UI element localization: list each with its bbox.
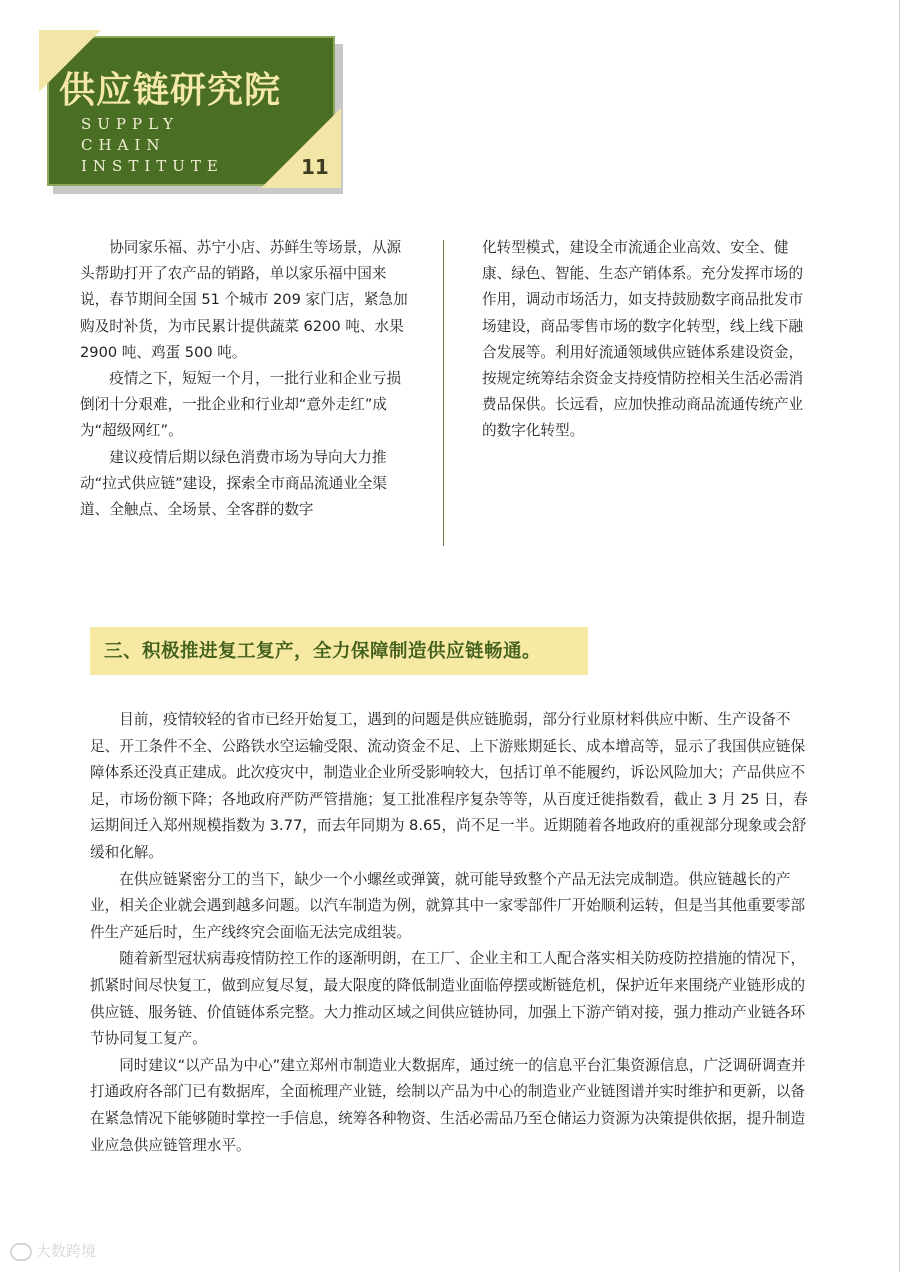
paragraph: 疫情之下，短短一个月，一批行业和企业亏损倒闭十分艰难，一批企业和行业却“意外走红”成为“超级网红”。 xyxy=(80,370,402,440)
logo-english-name xyxy=(81,114,224,177)
paragraph: 化转型模式，建设全市流通企业高效、安全、健康、绿色、智能、生态产销体系。充分发挥市场的作用，调动市场活力，如支持鼓励数字商品批发市场建设，商品零售市场的数字化转型，线上线下融合发展等。利用好流通领域供应链体系建设资金，按规定统筹结余资金支持疫情防控相关生活必需消费品保供。长远看，应加快推动商品流通传统产业的数字化转型。 xyxy=(482,239,804,440)
logo-en-line-3: INSTITUTE xyxy=(81,157,224,175)
paragraph: 建议疫情后期以绿色消费市场为导向大力推动“拉式供应链”建设，探索全市商品流通业全渠道、全触点、全场景、全客群的数字 xyxy=(80,448,387,519)
column-divider xyxy=(443,240,444,546)
watermark-text: 大数跨境 xyxy=(36,1242,97,1260)
watermark-logo-icon xyxy=(10,1243,32,1261)
paragraph: 目前，疫情较轻的省市已经开始复工，遇到的问题是供应链脆弱，部分行业原材料供应中断、生产设备不足、开工条件不全、公路铁水空运输受限、流动资金不足、上下游账期延长、成本增高等，显示了我国供应链保障体系还没真正建成。此次疫灾中，制造业企业所受影响较大，包括订单不能履约，诉讼风险加大；产品供应不足，市场份额下降；各地政府严防严管措施；复工批准程序复杂等等，从百度迁徙指数看，截止 3 月 25 日，春运期间迁入郑州规模指数为 3.77，而去年同期为 8.65，尚不足一半。近期随着各地政府的重视部分现象或会舒缓和化解。 xyxy=(90,711,808,861)
page-number: 11 xyxy=(301,155,329,179)
watermark xyxy=(10,1240,96,1261)
section-heading-box xyxy=(90,627,588,675)
section-heading: 三、积极推进复工复产，全力保障制造供应链畅通。 xyxy=(104,641,542,662)
paragraph: 协同家乐福、苏宁小店、苏鲜生等场景，从源头帮助打开了农产品的销路，单以家乐福中国来说，春节期间全国 51 个城市 209 家门店，紧急加购及时补货，为市民累计提供蔬菜 6200 吨、水果 2900 吨、鸡蛋 500 吨。 xyxy=(80,239,408,361)
logo-title: 供应链研究院 xyxy=(59,70,282,111)
left-column xyxy=(80,235,412,523)
paragraph: 同时建议“以产品为中心”建立郑州市制造业大数据库，通过统一的信息平台汇集资源信息，广泛调研调查并打通政府各部门已有数据库，全面梳理产业链，绘制以产品为中心的制造业产业链图谱并实时维护和更新，以备在紧急情况下能够随时掌控一手信息，统筹各种物资、生活必需品乃至仓储运力资源为决策提供依据，提升制造业应急供应链管理水平。 xyxy=(90,1056,806,1154)
body-text xyxy=(90,707,812,1159)
paragraph: 在供应链紧密分工的当下，缺少一个小螺丝或弹簧，就可能导致整个产品无法完成制造。供应链越长的产业，相关企业就会遇到越多问题。以汽车制造为例，就算其中一家零部件厂开始顺利运转，但是当其他重要零部件生产延后时，生产线终究会面临无法完成组装。 xyxy=(90,870,806,941)
logo-en-line-1: SUPPLY xyxy=(81,115,180,133)
paragraph: 随着新型冠状病毒疫情防控工作的逐渐明朗，在工厂、企业主和工人配合落实相关防疫防控措施的情况下，抓紧时间尽快复工，做到应复尽复，最大限度的降低制造业面临停摆或断链危机，保护近年来围绕产业链形成的供应链、服务链、价值链体系完整。大力推动区域之间供应链协同，加强上下游产销对接，强力推动产业链各环节协同复工复产。 xyxy=(90,950,806,1048)
institute-logo xyxy=(47,36,347,193)
right-column xyxy=(482,235,812,445)
logo-en-line-2: CHAIN xyxy=(81,136,166,154)
